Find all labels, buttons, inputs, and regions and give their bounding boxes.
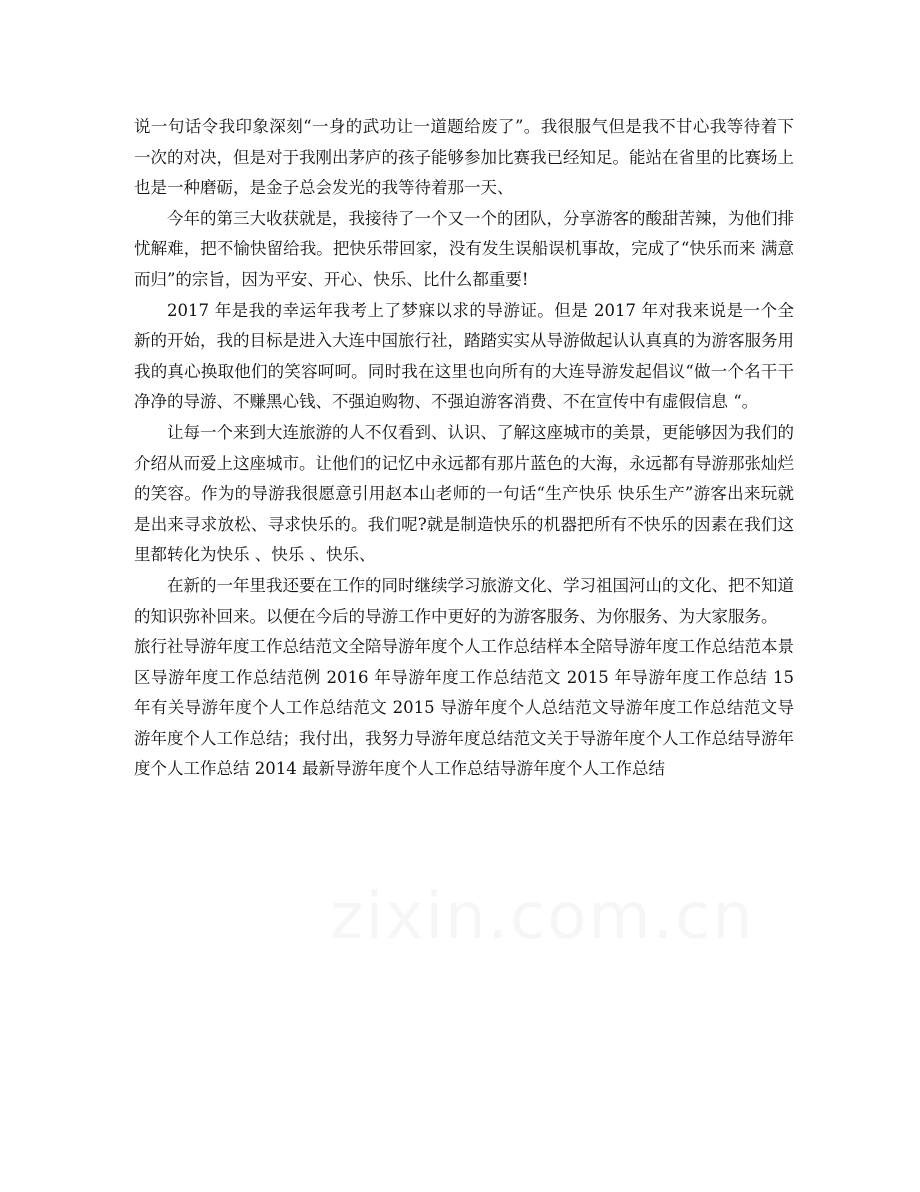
document-body <box>134 112 794 785</box>
watermark <box>330 880 755 954</box>
related-links-text: 旅行社导游年度工作总结范文全陪导游年度个人工作总结样本全陪导游年度工作总结范本景区导游年度工作总结范例 2016 年导游年度工作总结范文 2015 年导游年度工作总结 15 年有关导游年度个人工作总结范文 2015 导游年度个人总结范文导游年度工作总结范文导游年度个人工作总结；我付出，我努力导游年度总结范文关于导游年度个人工作总结导游年度个人工作总结 2014 最新导游年度个人工作总结导游年度个人工作总结 <box>134 637 794 779</box>
paragraph-5: 在新的一年里我还要在工作的同时继续学习旅游文化、学习祖国河山的文化、把不知道的知识弥补回来。以便在今后的导游工作中更好的为游客服务、为你服务、为大家服务。 <box>134 575 794 626</box>
paragraph-1: 说一句话令我印象深刻“一身的武功让一道题给废了”。我很服气但是我不甘心我等待着下一次的对决，但是对于我刚出茅庐的孩子能够参加比赛我已经知足。能站在省里的比赛场上也是一种磨砺，是金子总会发光的我等待着那一天、 <box>134 117 794 198</box>
paragraph-3: 2017 年是我的幸运年我考上了梦寐以求的导游证。但是 2017 年对我来说是一个全新的开始，我的目标是进入大连中国旅行社，踏踏实实从导游做起认认真真的为游客服务用我的真心换取他们的笑容呵呵。同时我在这里也向所有的大连导游发起倡议“做一个名干干净净的导游、不赚黑心钱、不强迫购物、不强迫游客消费、不在宣传中有虚假信息 “。 <box>134 300 794 412</box>
paragraph-4: 让每一个来到大连旅游的人不仅看到、认识、了解这座城市的美景，更能够因为我们的介绍从而爱上这座城市。让他们的记忆中永远都有那片蓝色的大海，永远都有导游那张灿烂的笑容。作为的导游我很愿意引用赵本山老师的一句话“生产快乐 快乐生产”游客出来玩就是出来寻求放松、寻求快乐的。我们呢?就是制造快乐的机器把所有不快乐的因素在我们这里都转化为快乐 、快乐 、快乐、 <box>134 422 794 565</box>
paragraph-2: 今年的第三大收获就是，我接待了一个又一个的团队，分享游客的酸甜苦辣，为他们排忧解难，把不愉快留给我。把快乐带回家，没有发生误船误机事故，完成了“快乐而来 满意而归”的宗旨，因为平安、开心、快乐、比什么都重要! <box>134 208 794 289</box>
